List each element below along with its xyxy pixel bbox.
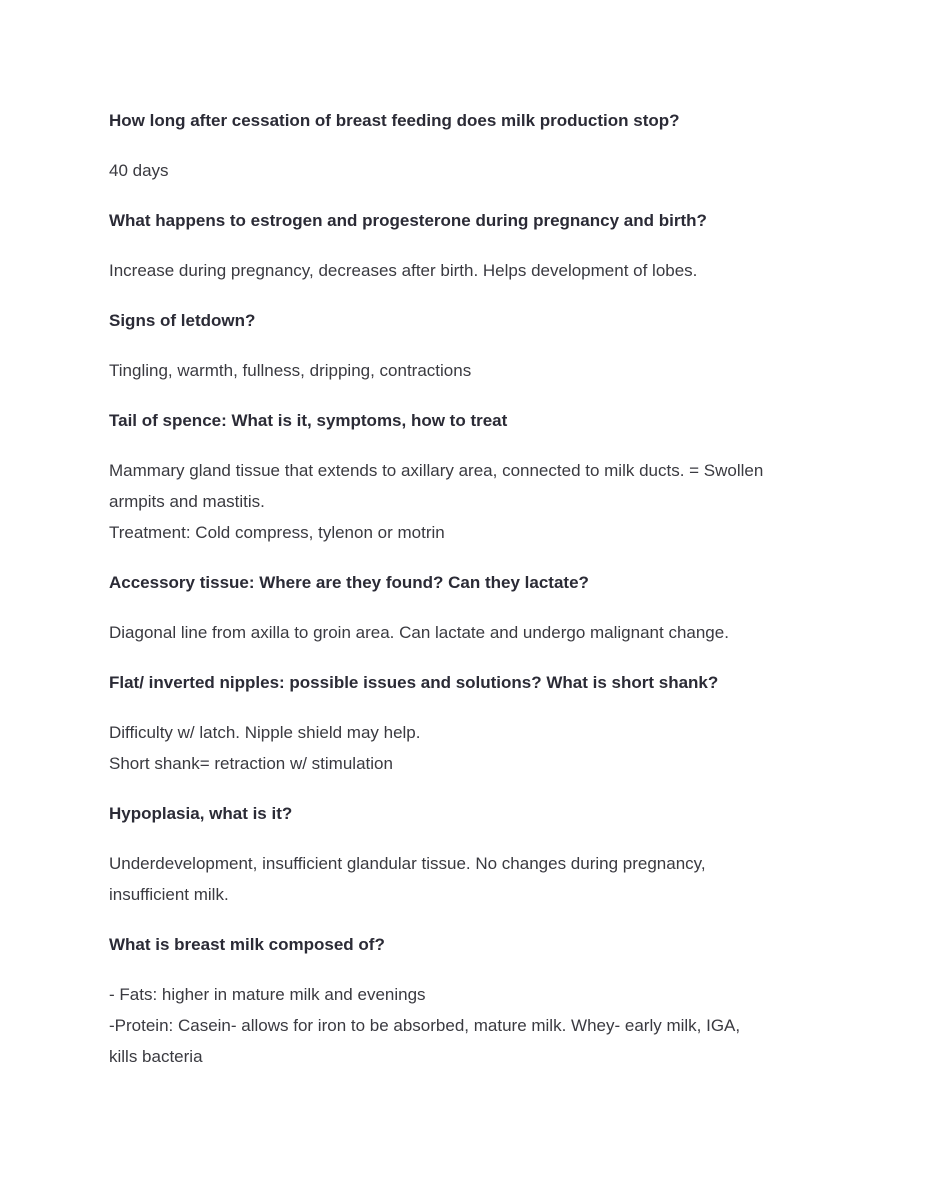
answer-line: armpits and mastitis. bbox=[109, 492, 265, 511]
answer-line: Short shank= retraction w/ stimulation bbox=[109, 754, 393, 773]
answer-line: Treatment: Cold compress, tylenon or motrin bbox=[109, 523, 445, 542]
question-heading: Tail of spence: What is it, symptoms, how to treat bbox=[109, 411, 508, 430]
answer-line: Increase during pregnancy, decreases after birth. Helps development of lobes. bbox=[109, 261, 698, 280]
question-heading: What happens to estrogen and progesterone during pregnancy and birth? bbox=[109, 211, 707, 230]
answer-line: - Fats: higher in mature milk and evenings bbox=[109, 985, 426, 1004]
question-heading: Signs of letdown? bbox=[109, 311, 256, 330]
question-heading: What is breast milk composed of? bbox=[109, 935, 385, 954]
answer-line: Tingling, warmth, fullness, dripping, contractions bbox=[109, 361, 472, 380]
answer-text bbox=[109, 979, 849, 1072]
answer-line: Difficulty w/ latch. Nipple shield may help. bbox=[109, 723, 421, 742]
answer-line: Mammary gland tissue that extends to axillary area, connected to milk ducts. = Swollen bbox=[109, 461, 764, 480]
answer-line: Diagonal line from axilla to groin area. Can lactate and undergo malignant change. bbox=[109, 623, 729, 642]
answer-line: insufficient milk. bbox=[109, 885, 229, 904]
answer-text bbox=[109, 717, 849, 779]
document-page bbox=[109, 105, 849, 1091]
answer-text bbox=[109, 455, 849, 548]
question-heading: Hypoplasia, what is it? bbox=[109, 804, 293, 823]
answer-text bbox=[109, 617, 849, 648]
answer-text bbox=[109, 355, 849, 386]
answer-text bbox=[109, 848, 849, 910]
answer-line: 40 days bbox=[109, 161, 169, 180]
answer-line: Underdevelopment, insufficient glandular tissue. No changes during pregnancy, bbox=[109, 854, 706, 873]
answer-text bbox=[109, 155, 849, 186]
question-heading: Flat/ inverted nipples: possible issues and solutions? What is short shank? bbox=[109, 673, 719, 692]
question-heading: Accessory tissue: Where are they found? Can they lactate? bbox=[109, 573, 589, 592]
answer-text bbox=[109, 255, 849, 286]
answer-line: kills bacteria bbox=[109, 1047, 203, 1066]
question-heading: How long after cessation of breast feeding does milk production stop? bbox=[109, 111, 680, 130]
answer-line: -Protein: Casein- allows for iron to be absorbed, mature milk. Whey- early milk, IGA, bbox=[109, 1016, 741, 1035]
